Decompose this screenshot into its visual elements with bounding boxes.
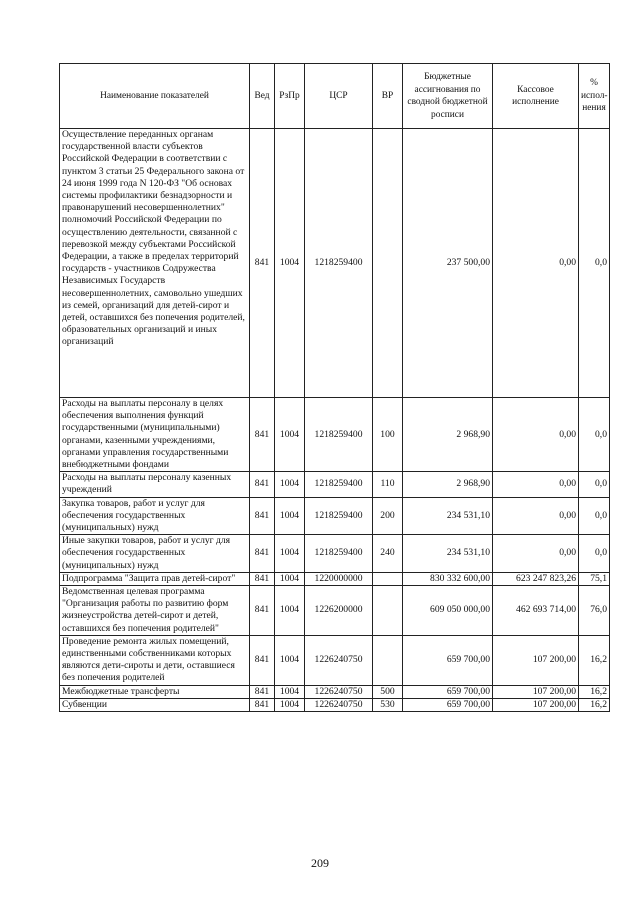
header-assignments: Бюджетные ассигнования по сводной бюджетной росписи [403, 64, 493, 129]
row-vr: 240 [373, 535, 403, 573]
table-row [60, 586, 610, 636]
row-assignments: 234 531,10 [403, 497, 493, 535]
row-rzpr: 1004 [275, 685, 305, 698]
row-name: Закупка товаров, работ и услуг для обеспечения государственных (муниципальных) нужд [60, 497, 250, 535]
row-vr [373, 129, 403, 398]
row-cash-execution: 107 200,00 [493, 685, 579, 698]
row-assignments: 659 700,00 [403, 698, 493, 711]
row-assignments: 2 968,90 [403, 398, 493, 472]
row-ved: 841 [250, 685, 275, 698]
header-execution-percent: % испол-нения [579, 64, 610, 129]
row-cash-execution: 0,00 [493, 535, 579, 573]
table-row [60, 698, 610, 711]
row-vr [373, 586, 403, 636]
budget-execution-table-container [59, 63, 609, 712]
row-rzpr: 1004 [275, 535, 305, 573]
row-cash-execution: 107 200,00 [493, 698, 579, 711]
row-cash-execution: 623 247 823,26 [493, 572, 579, 585]
row-csr: 1226240750 [305, 698, 373, 711]
row-rzpr: 1004 [275, 586, 305, 636]
budget-execution-table [59, 63, 610, 712]
row-assignments: 237 500,00 [403, 129, 493, 398]
row-execution-percent: 16,2 [579, 635, 610, 685]
row-assignments: 234 531,10 [403, 535, 493, 573]
row-ved: 841 [250, 535, 275, 573]
table-row [60, 129, 610, 398]
header-rzpr: РзПр [275, 64, 305, 129]
row-name: Иные закупки товаров, работ и услуг для обеспечения государственных (муниципальных) нужд [60, 535, 250, 573]
row-cash-execution: 0,00 [493, 398, 579, 472]
row-cash-execution: 0,00 [493, 129, 579, 398]
table-row [60, 398, 610, 472]
row-name: Проведение ремонта жилых помещений, единственными собственниками которых являются дети-сироты и дети, оставшиеся без попечения родителей [60, 635, 250, 685]
row-execution-percent: 0,0 [579, 398, 610, 472]
header-name: Наименование показателей [60, 64, 250, 129]
row-rzpr: 1004 [275, 398, 305, 472]
row-name: Расходы на выплаты персоналу казенных учреждений [60, 472, 250, 497]
row-csr: 1226200000 [305, 586, 373, 636]
row-ved: 841 [250, 635, 275, 685]
row-name: Осуществление переданных органам государственной власти субъектов Российской Федерации в соответствии с пунктом 3 статьи 25 Федерального закона от 24 июня 1999 года N 120-ФЗ "Об основах системы профилактики безнадзорности и правонарушений несовершеннолетних" полномочий Российской Федерации по осуществлению деятельности, связанной с перевозкой между субъектами Российской Федерации, а также в пределах территорий государств - участников Содружества Независимых Государств несовершеннолетних, самовольно ушедших из семей, организаций для детей-сирот и детей, оставшихся без попечения родителей, образовательных организаций и иных организаций [60, 129, 250, 398]
header-ved: Вед [250, 64, 275, 129]
row-vr [373, 635, 403, 685]
row-cash-execution: 107 200,00 [493, 635, 579, 685]
row-ved: 841 [250, 398, 275, 472]
table-row [60, 635, 610, 685]
row-rzpr: 1004 [275, 472, 305, 497]
row-vr [373, 572, 403, 585]
row-cash-execution: 462 693 714,00 [493, 586, 579, 636]
row-execution-percent: 76,0 [579, 586, 610, 636]
row-name: Расходы на выплаты персоналу в целях обеспечения выполнения функций государственными (муниципальными) органами, казенными учреждениями, органами управления государственными внебюджетными фондами [60, 398, 250, 472]
row-vr: 100 [373, 398, 403, 472]
header-vr: ВР [373, 64, 403, 129]
row-execution-percent: 16,2 [579, 685, 610, 698]
row-execution-percent: 0,0 [579, 129, 610, 398]
row-csr: 1218259400 [305, 129, 373, 398]
table-row [60, 535, 610, 573]
page-number: 209 [311, 856, 329, 870]
row-execution-percent: 0,0 [579, 535, 610, 573]
row-csr: 1218259400 [305, 472, 373, 497]
row-ved: 841 [250, 572, 275, 585]
row-vr: 110 [373, 472, 403, 497]
row-csr: 1218259400 [305, 398, 373, 472]
row-assignments: 830 332 600,00 [403, 572, 493, 585]
row-csr: 1218259400 [305, 497, 373, 535]
row-rzpr: 1004 [275, 129, 305, 398]
row-cash-execution: 0,00 [493, 472, 579, 497]
row-vr: 500 [373, 685, 403, 698]
row-rzpr: 1004 [275, 698, 305, 711]
row-rzpr: 1004 [275, 497, 305, 535]
row-ved: 841 [250, 472, 275, 497]
row-execution-percent: 16,2 [579, 698, 610, 711]
row-csr: 1220000000 [305, 572, 373, 585]
row-vr: 530 [373, 698, 403, 711]
header-cash-execution: Кассовое исполнение [493, 64, 579, 129]
row-assignments: 659 700,00 [403, 635, 493, 685]
table-header-row [60, 64, 610, 129]
row-ved: 841 [250, 698, 275, 711]
table-row [60, 572, 610, 585]
row-execution-percent: 0,0 [579, 497, 610, 535]
row-name: Ведомственная целевая программа "Организация работы по развитию форм жизнеустройства детей-сирот и детей, оставшихся без попечения родителей" [60, 586, 250, 636]
row-csr: 1218259400 [305, 535, 373, 573]
row-assignments: 659 700,00 [403, 685, 493, 698]
row-cash-execution: 0,00 [493, 497, 579, 535]
row-name: Межбюджетные трансферты [60, 685, 250, 698]
row-ved: 841 [250, 129, 275, 398]
row-rzpr: 1004 [275, 635, 305, 685]
row-csr: 1226240750 [305, 635, 373, 685]
row-rzpr: 1004 [275, 572, 305, 585]
row-assignments: 2 968,90 [403, 472, 493, 497]
header-csr: ЦСР [305, 64, 373, 129]
row-vr: 200 [373, 497, 403, 535]
table-row [60, 685, 610, 698]
row-ved: 841 [250, 586, 275, 636]
table-row [60, 472, 610, 497]
row-name: Подпрограмма "Защита прав детей-сирот" [60, 572, 250, 585]
row-csr: 1226240750 [305, 685, 373, 698]
row-assignments: 609 050 000,00 [403, 586, 493, 636]
row-execution-percent: 0,0 [579, 472, 610, 497]
row-name: Субвенции [60, 698, 250, 711]
table-row [60, 497, 610, 535]
row-ved: 841 [250, 497, 275, 535]
row-execution-percent: 75,1 [579, 572, 610, 585]
